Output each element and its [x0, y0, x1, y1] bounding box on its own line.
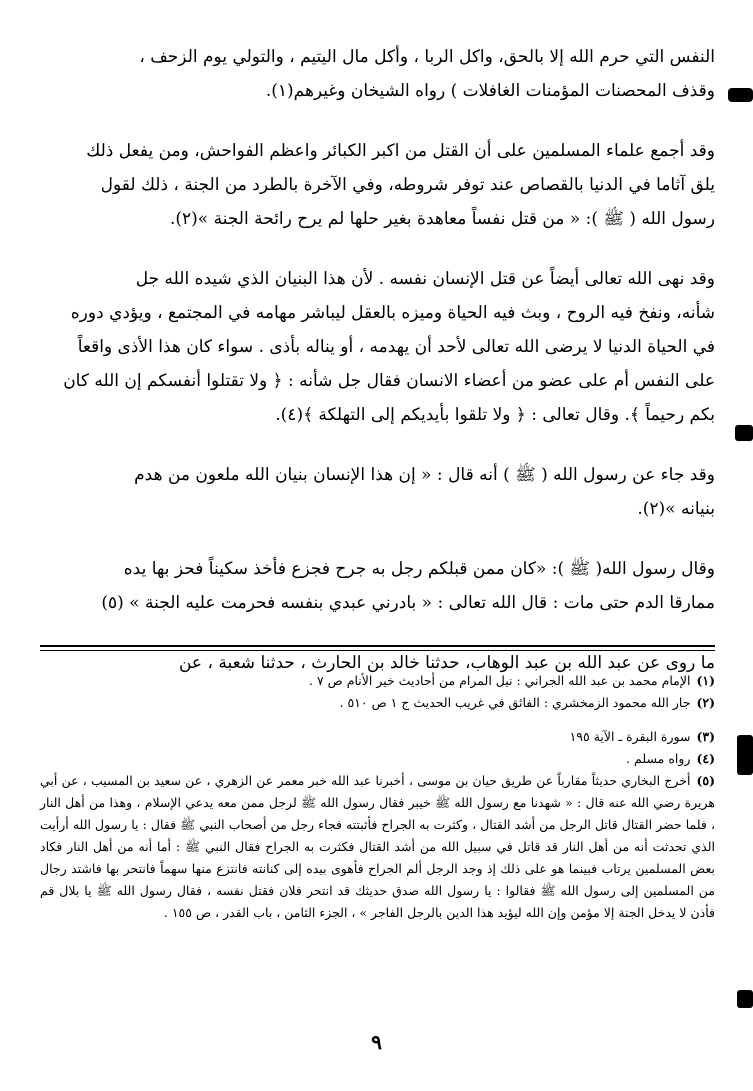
scan-mark — [737, 990, 753, 1008]
text-line: شأنه، ونفخ فيه الروح ، وبث فيه الحياة وميزه بالعقل ليباشر مهامه في المجتمع ، ويؤدي دوره — [70, 303, 715, 323]
footnote-number: (٥) — [696, 773, 715, 788]
footnote-number: (٤) — [696, 751, 715, 766]
footnote-rule-thin — [40, 650, 715, 651]
text-line: بكم رحيماً ﴾. وقال تعالى : ﴿ ولا تلقوا بأيديكم إلى التهلكة ﴾(٤). — [275, 405, 715, 425]
text-line: رسول الله ( ﷺ ): « من قتل نفساً معاهدة بغير حلها لم يرح رائحة الجنة »(٢). — [169, 209, 715, 229]
paragraph — [40, 262, 715, 432]
footnote-rule-thick — [40, 645, 715, 647]
text-line: بنيانه »(٢). — [637, 499, 715, 519]
text-line: وقال رسول الله( ﷺ ): «كان ممن قبلكم رجل به جرح فجزع فأخذ سكيناً فحز بها يده — [123, 559, 715, 579]
text-line: في الحياة الدنيا لا يرضى الله تعالى لأحد أن يهدمه ، أو يناله بأذى . سواء كان هذا الأذى واقعاً — [77, 337, 715, 357]
text-line: وقذف المحصنات المؤمنات الغافلات ) رواه الشيخان وغيرهم(١). — [265, 81, 715, 101]
text-line: النفس التي حرم الله إلا بالحق، واكل الربا ، وأكل مال اليتيم ، والتولي يوم الزحف ، — [139, 47, 715, 67]
main-text — [40, 40, 715, 706]
footnote-text: جار الله محمود الزمخشري : الفائق في غريب الحديث ج ١ ص ٥١٠ . — [339, 695, 691, 710]
scan-mark — [737, 735, 753, 775]
footnote — [40, 748, 715, 770]
footnote-text: الإمام محمد بن عبد الله الجراني : نيل المرام من أحاديث خير الأنام ص ٧ . — [308, 673, 691, 688]
scan-mark — [735, 425, 753, 441]
paragraph — [40, 40, 715, 108]
footnote-text: رواه مسلم . — [626, 751, 691, 766]
paragraph — [40, 458, 715, 526]
footnote — [40, 692, 715, 714]
footnote-text: سورة البقرة ـ الآية ١٩٥ — [569, 729, 691, 744]
footnote-number: (١) — [696, 673, 715, 688]
text-line: على النفس أم على عضو من أعضاء الانسان فقال جل شأنه : ﴿ ولا تقتلوا أنفسكم إن الله كان — [63, 371, 715, 391]
text-line: وقد أجمع علماء المسلمين على أن القتل من اكبر الكبائر واعظم الفواحش، ومن يفعل ذلك — [86, 141, 715, 161]
footnote — [40, 726, 715, 748]
page-number: ٩ — [371, 1030, 382, 1054]
scan-mark — [728, 88, 753, 102]
footnote — [40, 770, 715, 924]
text-line: يلق آثاما في الدنيا بالقصاص عند توفر شروطه، وفي الآخرة بالطرد من الجنة ، ذلك لقول — [100, 175, 715, 195]
footnote-number: (٣) — [696, 729, 715, 744]
text-line: ممارقا الدم حتى مات : قال الله تعالى : « بادرني عبدي بنفسه فحرمت عليه الجنة » (٥) — [101, 593, 715, 613]
footnote-text: أخرج البخاري حديثاً مقارباً عن طريق حيان بن موسى ، أخبرنا عبد الله خبر معمر عن الزهري ، عن سعيد بن المسيب ، عن أبي هريرة رضي الله عنه قال : « شهدنا مع رسول الله ﷺ خيبر فقال رسول الله ﷺ لرجل ممن معه يدعي الإسلام ، وهذا من أهل النار ، فلما حضر القتال قاتل الرجل من أشد القتال ، وكثرت به الجراح فأثبتته فجاء رجل من أصحاب النبي ﷺ فقال : يا رسول الله أرأيت الذي تحدثت أنه من أهل النار قد قاتل في سبيل الله من أشد القتال فكثرت به الجراح فقال النبي ﷺ : أما أنه من أهل النار فكاد بعض المسلمين يرتاب فبينما هو على ذلك إذ وجد الرجل ألم الجراح فأهوى بيده إلى كنانته فانتزع منها سهماً فانتحر بها فاشتد رجال من المسلمين إلى رسول الله ﷺ فقالوا : يا رسول الله صدق حديثك قد انتحر فلان فقتل نفسه ، فقال رسول الله ﷺ يا بلال قم فأذن لا يدخل الجنة إلا مؤمن وإن الله ليؤيد هذا الدين بالرجل الفاجر » ، الجزء الثامن ، باب القدر ، ص ١٥٥ . — [40, 773, 715, 920]
text-line: وقد جاء عن رسول الله ( ﷺ ) أنه قال : « إن هذا الإنسان بنيان الله ملعون من هدم — [134, 465, 715, 485]
text-line: ما روى عن عبد الله بن عبد الوهاب، حدثنا خالد بن الحارث ، حدثنا شعبة ، عن — [178, 653, 715, 673]
footnotes — [40, 670, 715, 924]
text-line: وقد نهى الله تعالى أيضاً عن قتل الإنسان نفسه . لأن هذا البنيان الذي شيده الله جل — [135, 269, 715, 289]
paragraph — [40, 134, 715, 236]
paragraph — [40, 552, 715, 620]
footnote — [40, 670, 715, 692]
footnote-number: (٢) — [696, 695, 715, 710]
